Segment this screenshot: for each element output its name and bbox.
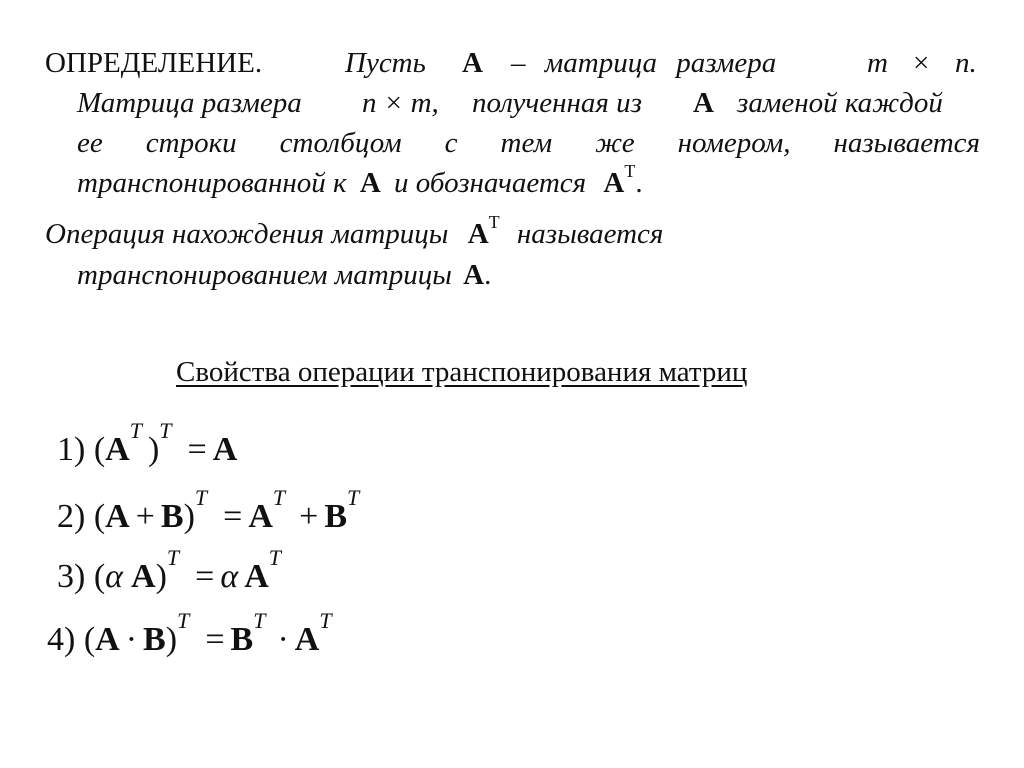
matrix-a-symbol: A bbox=[105, 431, 130, 468]
definition-denoted: и обозначается bbox=[394, 167, 587, 199]
matrix-a-symbol: A bbox=[603, 167, 625, 199]
equals-sign: = bbox=[187, 431, 207, 468]
dim-m: m bbox=[867, 47, 888, 79]
alpha-symbol: α bbox=[220, 558, 239, 595]
dot-operator: · bbox=[277, 621, 289, 658]
property-4 bbox=[47, 607, 332, 660]
transpose-superscript: T bbox=[194, 484, 208, 510]
matrix-a-symbol: A bbox=[105, 498, 130, 535]
transpose-superscript: T bbox=[488, 212, 500, 233]
times-sign: × bbox=[913, 47, 930, 79]
operation-transposition-text: транспонированием матрицы bbox=[77, 259, 452, 291]
transpose-notation bbox=[603, 161, 636, 199]
transpose-superscript: T bbox=[319, 607, 332, 633]
transpose-superscript: T bbox=[272, 484, 286, 510]
definition-size-text: – матрица размера bbox=[511, 47, 777, 79]
dot-operator: · bbox=[125, 621, 138, 658]
definition-obtained-from: полученная из bbox=[472, 87, 642, 119]
plus-sign: + bbox=[135, 498, 155, 535]
transpose-superscript: T bbox=[253, 607, 266, 633]
dim-n: n. bbox=[955, 47, 977, 79]
matrix-b-symbol: B bbox=[143, 621, 166, 658]
equals-sign: = bbox=[205, 621, 225, 658]
matrix-a-symbol: A bbox=[359, 167, 381, 199]
property-2 bbox=[57, 484, 360, 537]
operation-line-2 bbox=[77, 258, 491, 292]
alpha-symbol: α bbox=[105, 558, 124, 595]
close-paren: ) bbox=[183, 498, 195, 535]
definition-replacement: заменой каждой bbox=[737, 87, 943, 119]
properties-heading: Свойства операции транспонирования матриц bbox=[176, 356, 748, 388]
matrix-a-symbol: A bbox=[131, 558, 156, 595]
matrix-a-symbol: A bbox=[462, 47, 483, 79]
operation-line-1 bbox=[45, 212, 664, 251]
matrix-b-symbol: B bbox=[324, 498, 348, 535]
matrix-a-symbol: A bbox=[248, 498, 273, 535]
property-3 bbox=[57, 544, 282, 597]
transpose-superscript: T bbox=[624, 161, 636, 182]
transpose-superscript: T bbox=[347, 484, 360, 510]
dims-n-times-m: n × m, bbox=[362, 87, 439, 119]
period: . bbox=[484, 259, 492, 291]
operation-finding-text: Операция нахождения матрицы bbox=[45, 218, 449, 250]
definition-let: Пусть bbox=[345, 47, 426, 79]
equals-sign: = bbox=[223, 498, 243, 535]
definition-transposed-to: транспонированной к bbox=[77, 167, 347, 199]
close-paren: ) bbox=[155, 558, 167, 595]
matrix-a-symbol: A bbox=[212, 431, 238, 468]
property-1 bbox=[57, 417, 238, 470]
formula-number: 2) ( bbox=[57, 498, 106, 535]
matrix-a-symbol: A bbox=[95, 621, 120, 658]
definition-line-3: ее строки столбцом с тем же номером, называется bbox=[77, 127, 980, 159]
definition-label: ОПРЕДЕЛЕНИЕ. bbox=[45, 47, 263, 79]
formula-number: 4) ( bbox=[47, 621, 96, 658]
period: . bbox=[635, 167, 643, 199]
close-paren: ) bbox=[165, 621, 178, 658]
formula-number: 3) ( bbox=[57, 558, 106, 595]
operation-called-text: называется bbox=[516, 218, 664, 250]
matrix-a-symbol: A bbox=[294, 621, 320, 658]
matrix-a-symbol: A bbox=[467, 218, 489, 250]
transpose-superscript: T bbox=[129, 417, 142, 443]
close-paren: ) bbox=[147, 431, 160, 468]
definition-matrix-size: Матрица размера bbox=[77, 87, 302, 119]
matrix-a-symbol: A bbox=[463, 259, 485, 291]
equals-sign: = bbox=[195, 558, 215, 595]
matrix-a-symbol: A bbox=[693, 87, 714, 119]
transpose-superscript: T bbox=[166, 544, 180, 570]
matrix-b-symbol: B bbox=[160, 498, 184, 535]
definition-line-4 bbox=[77, 161, 980, 200]
transpose-superscript: T bbox=[159, 417, 172, 443]
matrix-b-symbol: B bbox=[230, 621, 254, 658]
transpose-superscript: T bbox=[268, 544, 282, 570]
transpose-notation bbox=[467, 212, 500, 250]
matrix-a-symbol: A bbox=[244, 558, 269, 595]
plus-sign: + bbox=[299, 498, 319, 535]
formula-number: 1) ( bbox=[57, 431, 106, 468]
transpose-superscript: T bbox=[177, 607, 190, 633]
